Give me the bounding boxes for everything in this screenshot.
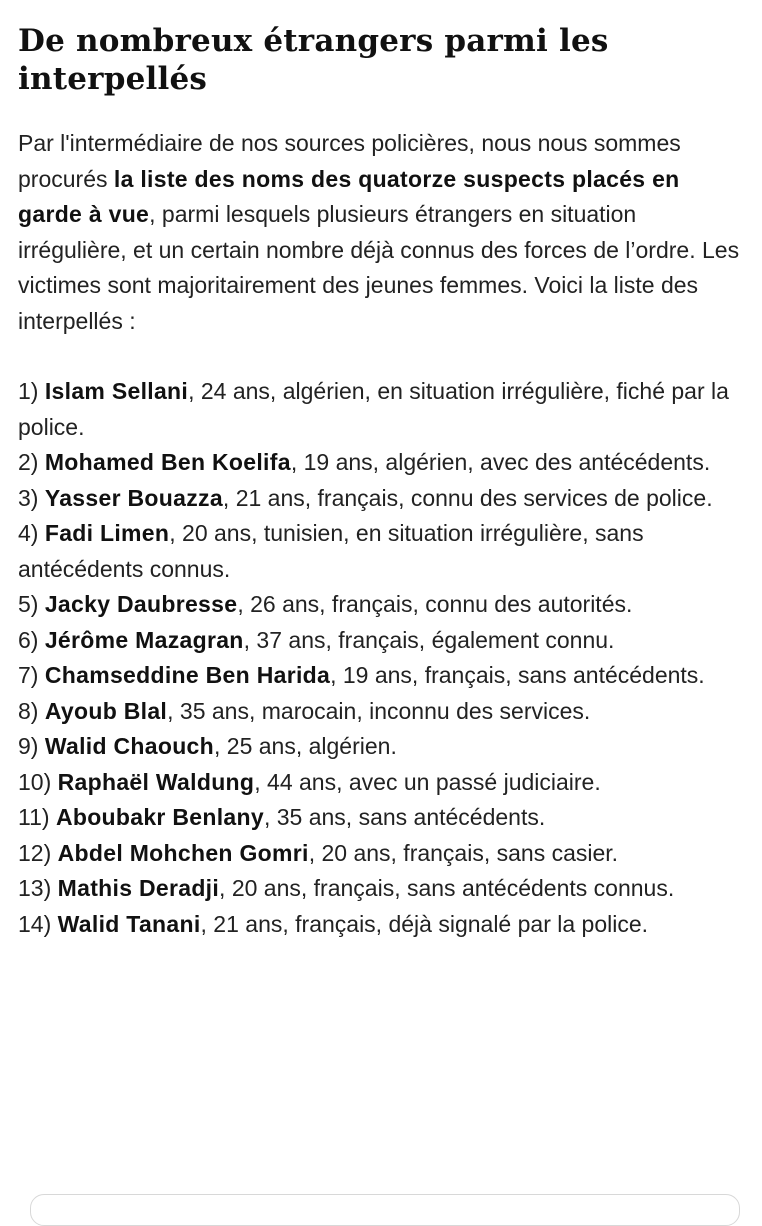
list-item [18, 729, 746, 765]
suspect-name: Fadi Limen [44, 520, 170, 546]
list-item [18, 587, 746, 623]
suspect-name: Mohamed Ben Koelifa [44, 449, 291, 475]
item-number: 3) [18, 484, 39, 511]
suspect-details: , 24 ans, algérien, en situation irrégulière, fiché par la police. [18, 378, 729, 440]
suspect-details: , 19 ans, algérien, avec des antécédents. [290, 449, 711, 475]
article [18, 22, 746, 942]
item-number: 1) [18, 378, 39, 404]
item-number: 10) [18, 768, 52, 795]
list-item [18, 658, 746, 694]
intro-text-after: , parmi lesquels plusieurs étrangers en situation irrégulière, et un certain nombre déjà connus des forces de l’ordre. Les victimes sont majoritairement des jeunes femmes. Voici la liste des interpellés : [18, 201, 740, 334]
suspect-name: Islam Sellani [44, 378, 189, 404]
item-number: 14) [18, 910, 52, 937]
list-item [18, 694, 746, 730]
list-item [18, 765, 746, 801]
suspect-details: , 26 ans, français, connu des autorités. [237, 591, 633, 617]
suspect-details: , 20 ans, français, sans antécédents connus. [219, 875, 675, 901]
suspect-details: , 25 ans, algérien. [214, 733, 397, 759]
list-item [18, 871, 746, 907]
suspect-details: , 21 ans, français, connu des services de police. [222, 484, 713, 511]
article-heading: De nombreux étrangers parmi les interpellés [18, 23, 609, 97]
suspect-name: Abdel Mohchen Gomri [57, 839, 309, 866]
list-item [18, 836, 746, 872]
item-number: 7) [18, 662, 39, 688]
suspect-details: , 37 ans, français, également connu. [243, 626, 615, 653]
item-number: 5) [18, 591, 39, 617]
list-item [18, 800, 746, 836]
suspect-details: , 21 ans, français, déjà signalé par la police. [200, 910, 649, 937]
suspect-name: Aboubakr Benlany [55, 804, 264, 830]
item-number: 11) [18, 804, 50, 830]
item-number: 13) [18, 875, 52, 901]
item-number: 12) [18, 839, 52, 866]
suspect-details: , 35 ans, sans antécédents. [263, 804, 546, 830]
suspect-name: Walid Chaouch [44, 733, 214, 759]
list-item [18, 445, 746, 481]
suspect-details: , 20 ans, tunisien, en situation irrégulière, sans antécédents connus. [18, 520, 644, 582]
suspect-details: , 20 ans, français, sans casier. [308, 839, 619, 866]
item-number: 8) [18, 697, 39, 724]
item-number: 4) [18, 520, 39, 546]
intro-text-before: Par l'intermédiaire de nos sources policières, nous nous sommes procurés [18, 130, 681, 192]
suspect-name: Yasser Bouazza [44, 484, 223, 511]
suspect-name: Walid Tanani [57, 910, 201, 937]
suspect-name: Mathis Deradji [57, 875, 220, 901]
suspect-details: , 44 ans, avec un passé judiciaire. [254, 768, 601, 795]
intro-bold-text: la liste des noms des quatorze suspects placés en garde à vue [18, 165, 680, 227]
list-item [18, 623, 746, 659]
item-number: 2) [18, 449, 39, 475]
list-item [18, 907, 746, 943]
suspect-name: Jacky Daubresse [44, 591, 238, 617]
next-content-card[interactable] [30, 1194, 740, 1226]
suspect-name: Ayoub Blal [44, 697, 168, 724]
suspect-name: Jérôme Mazagran [44, 626, 244, 653]
suspect-list [18, 374, 746, 942]
item-number: 6) [18, 626, 39, 653]
item-number: 9) [18, 733, 39, 759]
list-item [18, 481, 746, 517]
intro-paragraph [18, 126, 746, 339]
suspect-details: , 35 ans, marocain, inconnu des services. [167, 697, 591, 724]
list-item [18, 374, 746, 445]
suspect-name: Raphaël Waldung [57, 768, 255, 795]
suspect-name: Chamseddine Ben Harida [44, 662, 331, 688]
list-item [18, 516, 746, 587]
suspect-details: , 19 ans, français, sans antécédents. [330, 662, 705, 688]
